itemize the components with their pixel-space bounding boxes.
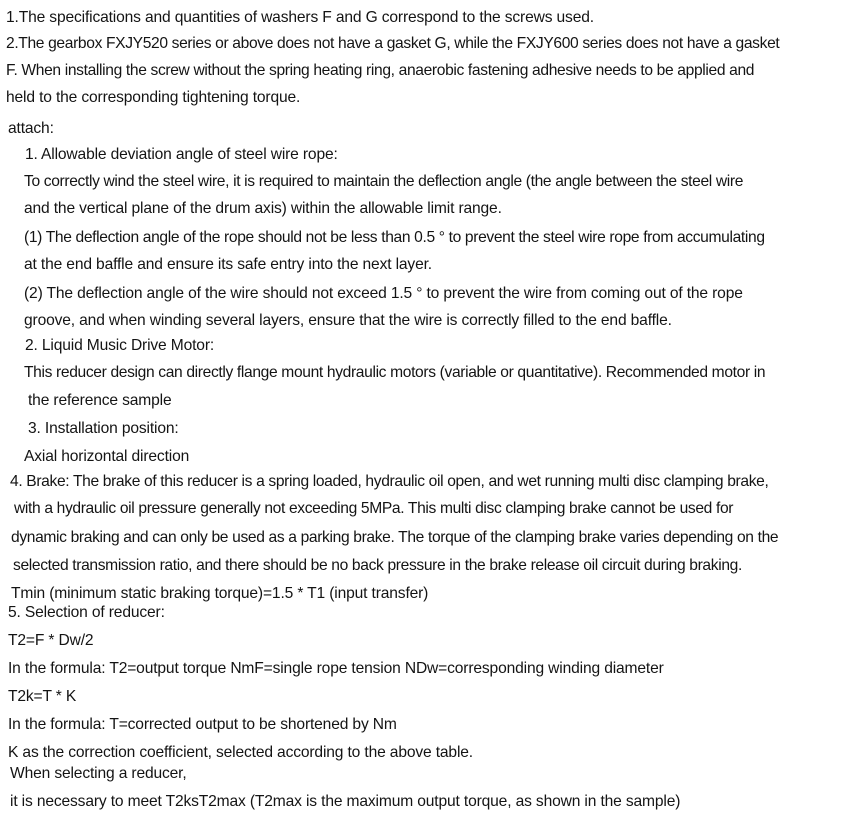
section-1-text: at the end baffle and ensure its safe entry into the next layer.: [24, 256, 432, 273]
note-1: 1.The specifications and quantities of washers F and G correspond to the screws used.: [6, 9, 594, 26]
section-4-text: selected transmission ratio, and there should be no back pressure in the brake release oil circuit during braking.: [13, 557, 742, 574]
section-1-text: To correctly wind the steel wire, it is required to maintain the deflection angle (the angle between the steel wire: [24, 173, 744, 190]
section-1-title: 1. Allowable deviation angle of steel wire rope:: [25, 146, 338, 163]
note-2-end: held to the corresponding tightening torque.: [6, 89, 301, 106]
section-5-text: When selecting a reducer,: [10, 765, 187, 782]
section-4-text: dynamic braking and can only be used as a parking brake. The torque of the clamping brake varies depending on the: [11, 529, 779, 546]
section-1-text: and the vertical plane of the drum axis) within the allowable limit range.: [24, 200, 502, 217]
attach-heading: attach:: [8, 120, 54, 137]
section-5-text: In the formula: T=corrected output to be shortened by Nm: [8, 716, 397, 733]
section-5-formula: T2k=T * K: [8, 688, 77, 705]
section-4-text: with a hydraulic oil pressure generally not exceeding 5MPa. This multi disc clamping brake cannot be used for: [14, 500, 734, 517]
section-5-title: 5. Selection of reducer:: [8, 604, 165, 621]
section-2-text: This reducer design can directly flange mount hydraulic motors (variable or quantitative). Recommended motor in: [24, 364, 766, 381]
note-2-continued: F. When installing the screw without the spring heating ring, anaerobic fastening adhesive needs to be applied and: [6, 62, 755, 79]
section-4-formula: Tmin (minimum static braking torque)=1.5 * T1 (input transfer): [11, 585, 429, 602]
section-3-title: 3. Installation position:: [28, 420, 179, 437]
section-2-text: the reference sample: [28, 392, 172, 409]
section-4-text: 4. Brake: The brake of this reducer is a spring loaded, hydraulic oil open, and wet running multi disc clamping brake,: [10, 473, 769, 490]
section-5-text: In the formula: T2=output torque NmF=single rope tension NDw=corresponding winding diameter: [8, 660, 664, 677]
section-3-text: Axial horizontal direction: [24, 448, 190, 465]
section-5-text: it is necessary to meet T2ksT2max (T2max is the maximum output torque, as shown in the sample): [10, 793, 681, 810]
section-5-formula: T2=F * Dw/2: [8, 632, 94, 649]
section-2-title: 2. Liquid Music Drive Motor:: [25, 337, 215, 354]
section-1-text: (2) The deflection angle of the wire should not exceed 1.5 ° to prevent the wire from coming out of the rope: [24, 285, 743, 302]
section-1-text: groove, and when winding several layers, ensure that the wire is correctly filled to the end baffle.: [24, 312, 672, 329]
section-1-text: (1) The deflection angle of the rope should not be less than 0.5 ° to prevent the steel wire rope from accumulating: [24, 229, 765, 246]
section-5-text: K as the correction coefficient, selected according to the above table.: [8, 744, 473, 761]
note-2: 2.The gearbox FXJY520 series or above does not have a gasket G, while the FXJY600 series does not have a gasket: [6, 35, 780, 52]
